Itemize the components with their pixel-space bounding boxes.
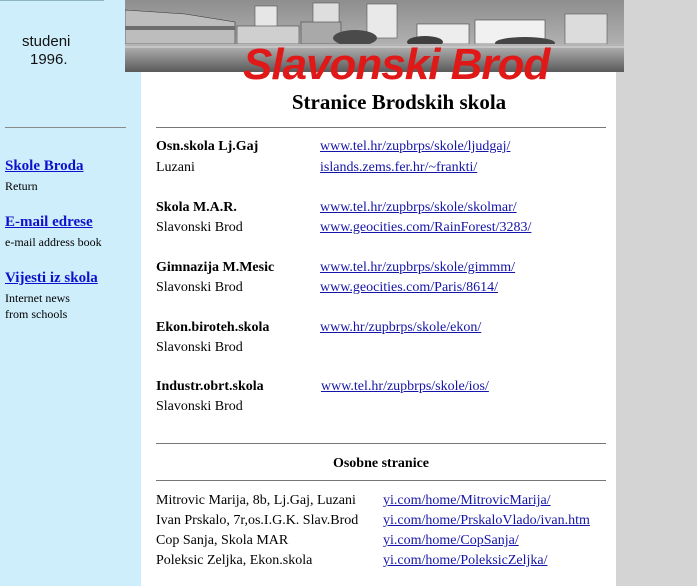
person-name: Ivan Prskalo, 7r,os.I.G.K. Slav.Brod (156, 513, 359, 528)
school-link-primary[interactable]: www.tel.hr/zupbrps/skole/ios/ (321, 379, 489, 394)
person-name: Mitrovic Marija, 8b, Lj.Gaj, Luzani (156, 493, 356, 508)
nav-sub-internet-news: Internet news (5, 291, 70, 305)
school-link-primary[interactable]: www.tel.hr/zupbrps/skole/skolmar/ (320, 200, 517, 215)
school-city: Slavonski Brod (156, 280, 243, 295)
school-name: Osn.skola Lj.Gaj (156, 139, 259, 154)
date-year: 1996. (30, 51, 68, 68)
person-link[interactable]: yi.com/home/PrskaloVlado/ivan.htm (383, 513, 590, 528)
person-link[interactable]: yi.com/home/MitrovicMarija/ (383, 493, 551, 508)
school-name: Ekon.biroteh.skola (156, 320, 270, 335)
city-title: Slavonski Brod (243, 40, 550, 89)
person-link[interactable]: yi.com/home/CopSanja/ (383, 533, 519, 548)
nav-sub-return: Return (5, 179, 38, 193)
school-link-primary[interactable]: www.tel.hr/zupbrps/skole/gimmm/ (320, 260, 516, 275)
sidebar-divider (5, 127, 126, 128)
school-name: Skola M.A.R. (156, 200, 237, 215)
person-name: Cop Sanja, Skola MAR (156, 533, 289, 548)
school-link-primary[interactable]: www.tel.hr/zupbrps/skole/ljudgaj/ (320, 139, 511, 154)
sidebar (0, 0, 141, 586)
school-link-secondary[interactable]: www.geocities.com/Paris/8614/ (320, 280, 498, 295)
school-link-primary[interactable]: www.hr/zupbrps/skole/ekon/ (320, 320, 482, 335)
nav-link-email-edrese[interactable]: E-mail edrese (5, 214, 93, 230)
person-link[interactable]: yi.com/home/PoleksicZeljka/ (383, 553, 548, 568)
divider-personal-top (156, 443, 606, 444)
school-city: Luzani (156, 160, 195, 175)
sidebar-top-divider (0, 0, 104, 1)
nav-sub-address-book: e-mail address book (5, 235, 102, 249)
school-city: Slavonski Brod (156, 340, 243, 355)
nav-link-skole-broda[interactable]: Skole Broda (5, 158, 84, 174)
nav-sub-from-schools: from schools (5, 307, 68, 321)
personal-pages-title: Osobne stranice (332, 456, 430, 471)
divider-top (156, 127, 606, 128)
person-name: Poleksic Zeljka, Ekon.skola (156, 553, 313, 568)
school-city: Slavonski Brod (156, 399, 243, 414)
divider-personal-bottom (156, 480, 606, 481)
school-link-secondary[interactable]: www.geocities.com/RainForest/3283/ (320, 220, 532, 235)
nav-link-vijesti-iz-skola[interactable]: Vijesti iz skola (5, 270, 98, 286)
school-city: Slavonski Brod (156, 220, 243, 235)
date-month: studeni (22, 33, 71, 50)
page-title: Stranice Brodskih skola (291, 90, 507, 114)
school-name: Industr.obrt.skola (156, 379, 264, 394)
school-link-secondary[interactable]: islands.zems.fer.hr/~frankti/ (320, 160, 478, 175)
school-name: Gimnazija M.Mesic (156, 260, 275, 275)
